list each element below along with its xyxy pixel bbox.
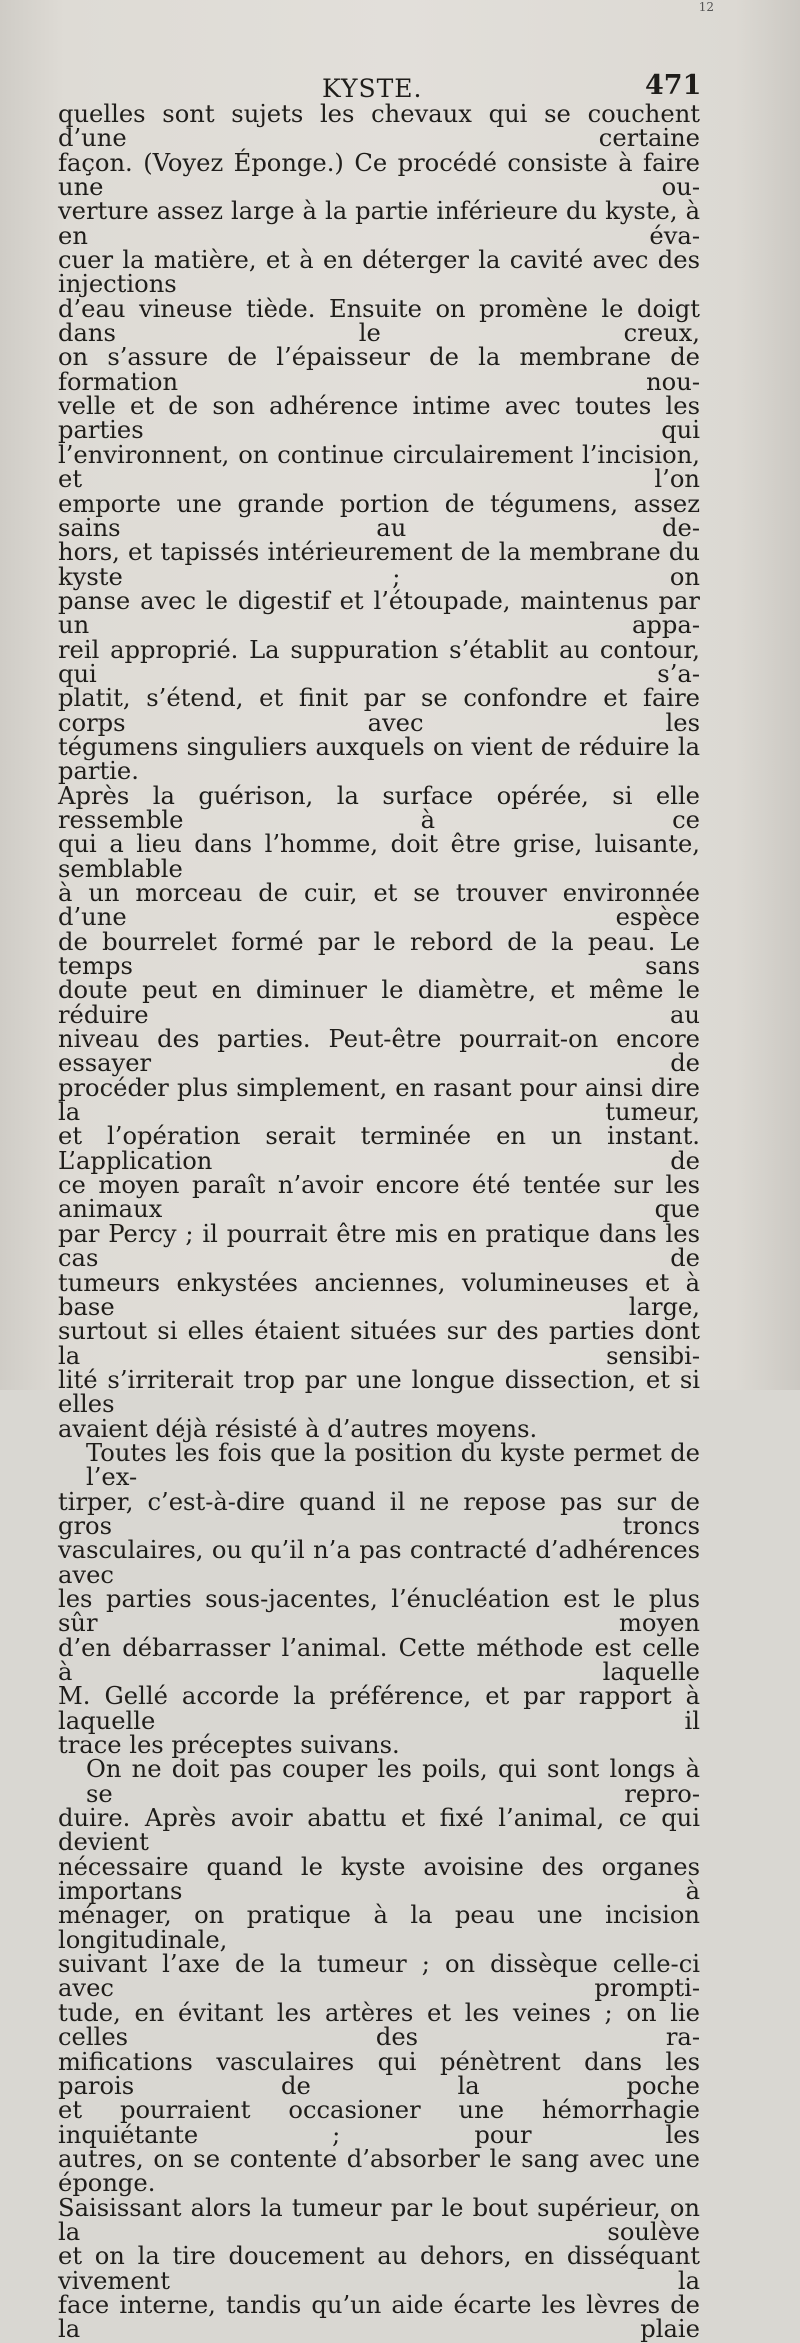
text-line: ménager, on pratique à la peau une incision longitudinale, [58,1901,700,1954]
text-line: M. Gellé accorde la préférence, et par rapport à laquelle il [58,1682,700,1735]
text-line: d’en débarrasser l’animal. Cette méthode est celle à laquelle [58,1633,700,1686]
text-line: emporte une grande portion de tégumens, assez sains au de- [58,489,700,542]
paragraph-end-line: avaient déjà résisté à d’autres moyens. [58,1414,538,1443]
text-line: autres, on se contente d’absorber le sang avec une éponge. [58,2144,700,2198]
text-line: velle et de son adhérence intime avec toutes les parties qui [58,392,700,445]
text-line: et pourraient occasioner une hémorrhagie inquiétante ; pour les [58,2096,700,2149]
text-line: tirper, c’est-à-dire quand il ne repose pas sur de gros troncs [58,1487,700,1540]
text-line: de bourrelet formé par le rebord de la peau. Le temps sans [58,927,700,981]
text-line: reil approprié. La suppuration s’établit au contour, qui s’a- [58,635,700,688]
body-text [58,102,700,2342]
text-line: les parties sous-jacentes, l’énucléation est le plus sûr moyen [58,1584,700,1638]
text-line: cuer la matière, et à en déterger la cavité avec des injections [58,246,700,299]
text-line: Après la guérison, la surface opérée, si elle ressemble à ce [58,781,700,834]
text-line: tégumens singuliers auxquels on vient de réduire la partie. [58,732,700,786]
text-line: mifications vasculaires qui pénètrent dans les parois de la poche [58,2047,700,2100]
paragraph-start-line: On ne doit pas couper les poils, qui sont longs à se repro- [86,1755,700,1808]
text-line: tumeurs enkystées anciennes, volumineuses et à base large, [58,1268,700,1321]
text-line: Saisissant alors la tumeur par le bout supérieur, on la soulève [58,2193,700,2246]
text-line: panse avec le digestif et l’étoupade, maintenus par un appa- [58,586,700,640]
text-line: l’environnent, on continue circulairement l’incision, et l’on [58,440,700,494]
text-line: platit, s’étend, et finit par se confondre et faire corps avec les [58,684,700,737]
text-line: surtout si elles étaient situées sur des parties dont la sensibi- [58,1317,700,1370]
corner-mark: 12 [698,0,714,14]
text-line: et l’opération serait terminée en un instant. L’application de [58,1122,700,1175]
text-line: face interne, tandis qu’un aide écarte les lèvres de la plaie [58,2290,700,2343]
text-line: hors, et tapissés intérieurement de la membrane du kyste ; on [58,538,700,591]
text-line: façon. (Voyez Éponge.) Ce procédé consiste à faire une ou- [58,148,700,202]
text-line: procéder plus simplement, en rasant pour ainsi dire la tumeur, [58,1073,700,1127]
text-line: verture assez large à la partie inférieure du kyste, à en éva- [58,197,700,250]
text-line: lité s’irriterait trop par une longue dissection, et si elles [58,1365,700,1419]
text-line: et on la tire doucement au dehors, en disséquant vivement la [58,2242,700,2295]
text-line: quelles sont sujets les chevaux qui se couchent d’une certaine [58,100,700,153]
text-line: à un morceau de cuir, et se trouver environnée d’une espèce [58,879,700,932]
text-line: suivant l’axe de la tumeur ; on dissèque celle-ci avec prompti- [58,1950,700,2003]
text-line: tude, en évitant les artères et les veines ; on lie celles des ra- [58,1998,700,2052]
paragraph-start-line: Toutes les fois que la position du kyste permet de l’ex- [86,1438,700,1492]
text-line: vasculaires, ou qu’il n’a pas contracté d’adhérences avec [58,1536,700,1589]
text-line: ce moyen paraît n’avoir encore été tentée sur les animaux que [58,1171,700,1224]
text-line: nécessaire quand le kyste avoisine des organes importans à [58,1852,700,1906]
paragraph-end-line: trace les préceptes suivans. [58,1731,400,1760]
text-line: on s’assure de l’épaisseur de la membrane de formation nou- [58,343,700,396]
text-line: par Percy ; il pourrait être mis en pratique dans les cas de [58,1219,700,1273]
page-number: 471 [645,70,702,101]
text-line: d’eau vineuse tiède. Ensuite on promène le doigt dans le creux, [58,294,700,348]
text-line: doute peut en diminuer le diamètre, et même le réduire au [58,976,700,1029]
text-line: niveau des parties. Peut-être pourrait-on encore essayer de [58,1025,700,1078]
text-line: qui a lieu dans l’homme, doit être grise, luisante, semblable [58,830,700,883]
running-title: KYSTE. [322,74,423,103]
text-line: duire. Après avoir abattu et fixé l’animal, ce qui devient [58,1804,700,1857]
